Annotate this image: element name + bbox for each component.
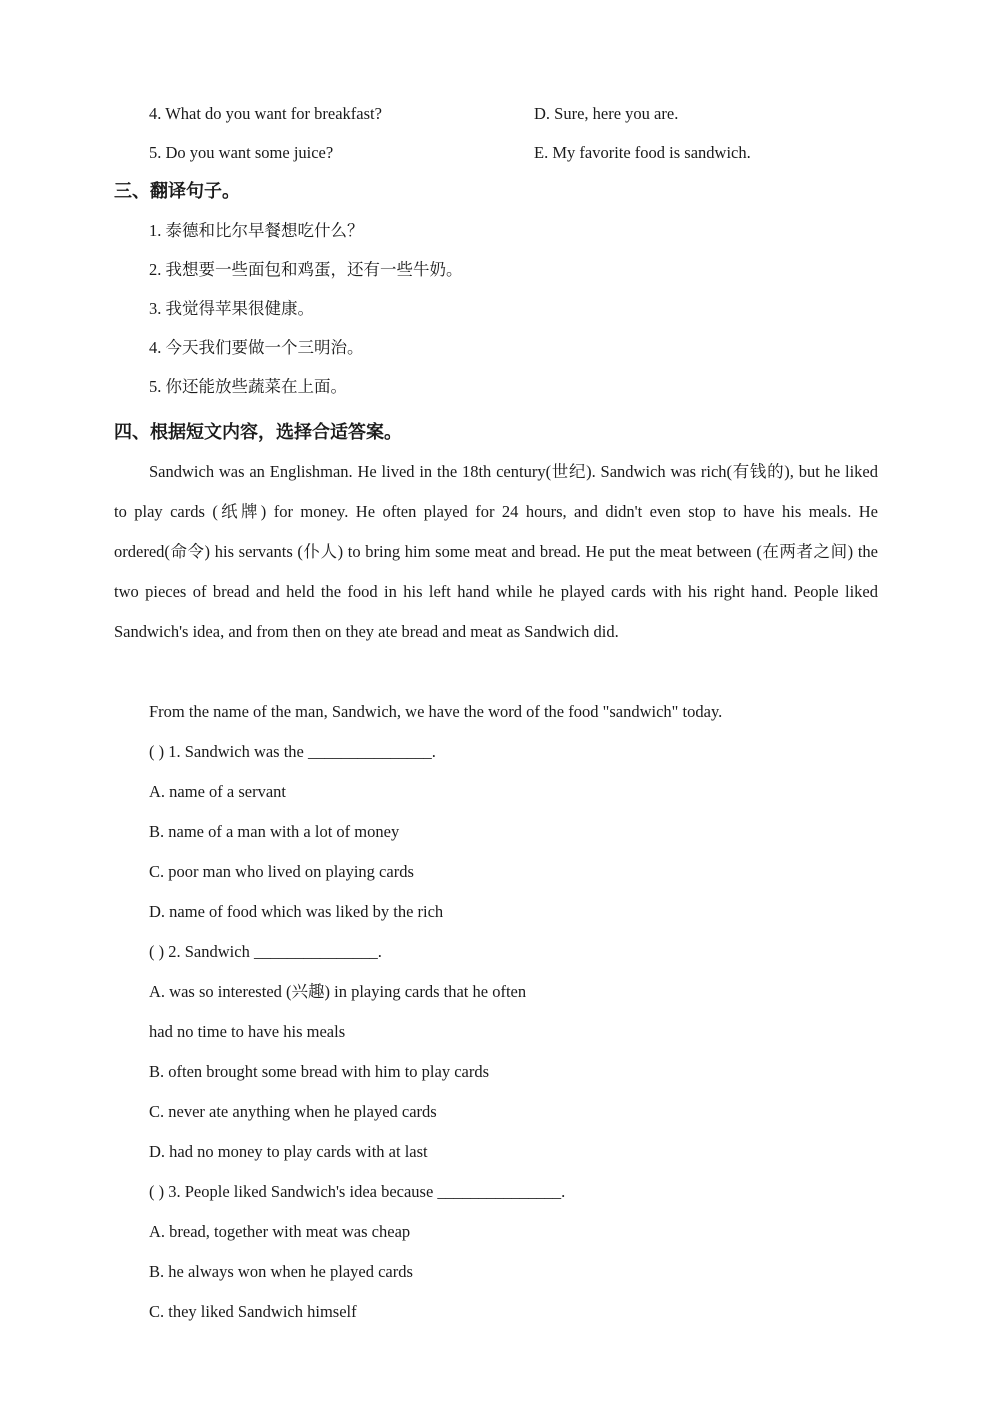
matching-q5: 5. Do you want some juice? [149,143,334,162]
reading-passage-2: From the name of the man, Sandwich, we have the word of the food "sandwich" today. [149,702,723,721]
matching-q4: 4. What do you want for breakfast? [149,104,382,123]
question-3-option-b: B. he always won when he played cards [149,1262,413,1281]
question-2-option-b: B. often brought some bread with him to play cards [149,1062,490,1081]
question-1-stem: ( ) 1. Sandwich was the _______________. [149,742,436,761]
question-2-option-c: C. never ate anything when he played cards [149,1102,437,1121]
question-1-option-c: C. poor man who lived on playing cards [149,862,414,881]
question-2-option-a-cont: had no time to have his meals [149,1022,346,1041]
section3-heading: 三、翻译句子。 [114,181,240,202]
translate-item-1: 1. 泰德和比尔早餐想吃什么？ [149,221,364,240]
translate-item-3: 3. 我觉得苹果很健康。 [149,299,314,318]
translate-item-4: 4. 今天我们要做一个三明治。 [149,338,364,357]
question-2-stem: ( ) 2. Sandwich _______________. [149,942,382,961]
question-1-option-a: A. name of a servant [149,782,286,801]
question-1-option-b: B. name of a man with a lot of money [149,822,400,841]
translate-item-2: 2. 我想要一些面包和鸡蛋，还有一些牛奶。 [149,260,463,279]
matching-answer-e: E. My favorite food is sandwich. [534,143,751,162]
question-2-option-a: A. was so interested (兴趣) in playing cards that he often [149,982,527,1001]
question-3-option-c: C. they liked Sandwich himself [149,1302,357,1321]
question-2-option-d: D. had no money to play cards with at last [149,1142,428,1161]
section4-heading: 四、根据短文内容，选择合适答案。 [114,422,402,443]
question-3-stem: ( ) 3. People liked Sandwich's idea because _______________. [149,1182,566,1201]
question-3-option-a: A. bread, together with meat was cheap [149,1222,411,1241]
question-1-option-d: D. name of food which was liked by the rich [149,902,444,921]
translate-item-5: 5. 你还能放些蔬菜在上面。 [149,377,347,396]
matching-answer-d: D. Sure, here you are. [534,104,679,123]
reading-passage: Sandwich was an Englishman. He lived in the 18th century(世纪). Sandwich was rich(有钱的), but he liked to play cards (纸牌) for money. He often played for 24 hours, and didn't even stop to have his meals. He ordered(命令) his servants (仆人) to bring him some meat and bread. He put the meat between (在两者之间) the two pieces of bread and held the food in his left hand while he played cards with his right hand. People liked Sandwich's idea, and from then on they ate bread and meat as Sandwich did. [114,462,878,641]
